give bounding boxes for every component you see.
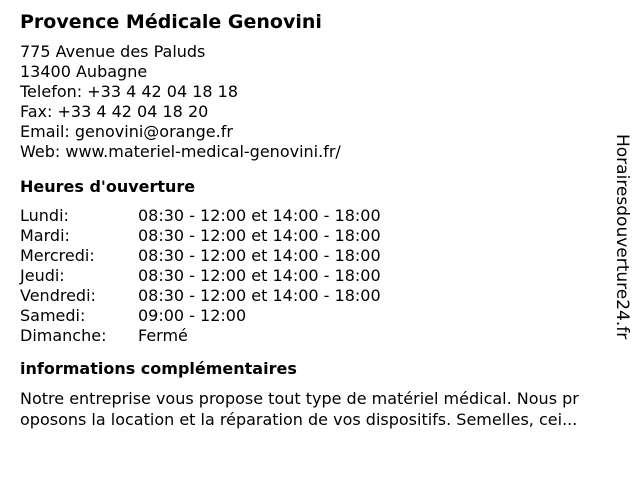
hours-row-tuesday [20,226,630,246]
info-line: Notre entreprise vous propose tout type de matériel médical. Nous pr [20,389,579,408]
website-url: Web: www.materiel-medical-genovini.fr/ [20,142,341,161]
contact-block [20,42,630,162]
opening-hours-table [20,206,630,346]
email-address: Email: genovini@orange.fr [20,122,233,141]
hours-row-wednesday [20,246,630,266]
hours-row-thursday [20,266,630,286]
hours-value: 08:30 - 12:00 et 14:00 - 18:00 [138,266,381,285]
hours-value: 08:30 - 12:00 et 14:00 - 18:00 [138,246,381,265]
phone-number: Telefon: +33 4 42 04 18 18 [20,82,239,101]
hours-row-sunday [20,326,630,346]
business-card [20,8,630,430]
hours-value: 08:30 - 12:00 et 14:00 - 18:00 [138,286,381,305]
address-street: 775 Avenue des Paluds [20,42,206,61]
additional-info-title: informations complémentaires [20,359,297,378]
day-label: Mardi: [20,226,70,245]
fax-number: Fax: +33 4 42 04 18 20 [20,102,209,121]
hours-value: Fermé [138,326,188,345]
info-line: oposons la location et la réparation de vos dispositifs. Semelles, cei... [20,410,578,429]
business-name: Provence Médicale Genovini [20,11,322,33]
day-label: Lundi: [20,206,69,225]
day-label: Samedi: [20,306,86,325]
hours-row-saturday [20,306,630,326]
day-label: Dimanche: [20,326,107,345]
day-label: Vendredi: [20,286,96,305]
site-watermark: Horairesdouverture24.fr [612,134,632,340]
opening-hours-title: Heures d'ouverture [20,177,196,196]
hours-row-monday [20,206,630,226]
hours-value: 08:30 - 12:00 et 14:00 - 18:00 [138,206,381,225]
day-label: Jeudi: [20,266,65,285]
day-label: Mercredi: [20,246,95,265]
hours-value: 09:00 - 12:00 [138,306,247,325]
additional-info-text [20,388,630,430]
address-city: 13400 Aubagne [20,62,148,81]
hours-value: 08:30 - 12:00 et 14:00 - 18:00 [138,226,381,245]
hours-row-friday [20,286,630,306]
